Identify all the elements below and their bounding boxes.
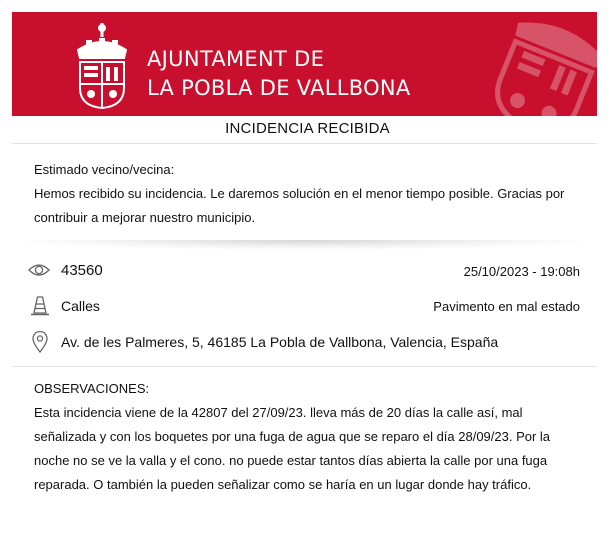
incident-category-row <box>28 295 580 319</box>
divider <box>12 366 597 367</box>
incident-id-row <box>28 260 580 284</box>
section-shadow-divider <box>12 240 597 250</box>
incident-address: Av. de les Palmeres, 5, 46185 La Pobla de Vallbona, Valencia, España <box>61 334 499 350</box>
observations-text: Esta incidencia viene de la 42807 del 27/09/23. lleva más de 20 días la calle así, mal señalizada y con los boquetes por una fuga de agua que se reparo el día 28/09/23. Por la noche no se ve la valla y el cono. no puede estar tantos días abierta la calle por una fuga reparada. O también la pueden señalizar como se haría en un lugar donde hay tráfico. <box>34 405 551 492</box>
incident-number: 43560 <box>61 262 103 279</box>
traffic-cone-icon <box>30 295 50 317</box>
incident-category: Calles <box>61 298 100 314</box>
incident-location-row <box>28 331 580 355</box>
confirmation-text: Hemos recibido su incidencia. Le daremos solución en el menor tiempo posible. Gracias por contribuir a mejorar nuestro municipio. <box>34 186 565 225</box>
greeting-text: Estimado vecino/vecina: <box>34 162 175 177</box>
eye-icon <box>28 262 50 278</box>
incident-datetime: 25/10/2023 - 19:08h <box>463 264 580 279</box>
confirmation-message <box>34 158 579 230</box>
municipality-title-line2: LA POBLA DE VALLBONA <box>147 76 411 100</box>
page-title: INCIDENCIA RECIBIDA <box>225 120 390 137</box>
municipality-title <box>147 45 411 103</box>
coat-of-arms-icon <box>72 20 132 112</box>
map-pin-icon <box>32 331 48 353</box>
municipality-title-line1: AJUNTAMENT DE <box>147 47 325 71</box>
observations-section <box>34 377 579 497</box>
header-banner <box>12 12 597 116</box>
observations-label: OBSERVACIONES: <box>34 381 150 396</box>
crest-watermark-icon <box>474 12 597 116</box>
incident-subcategory: Pavimento en mal estado <box>433 299 580 314</box>
divider <box>12 143 597 144</box>
